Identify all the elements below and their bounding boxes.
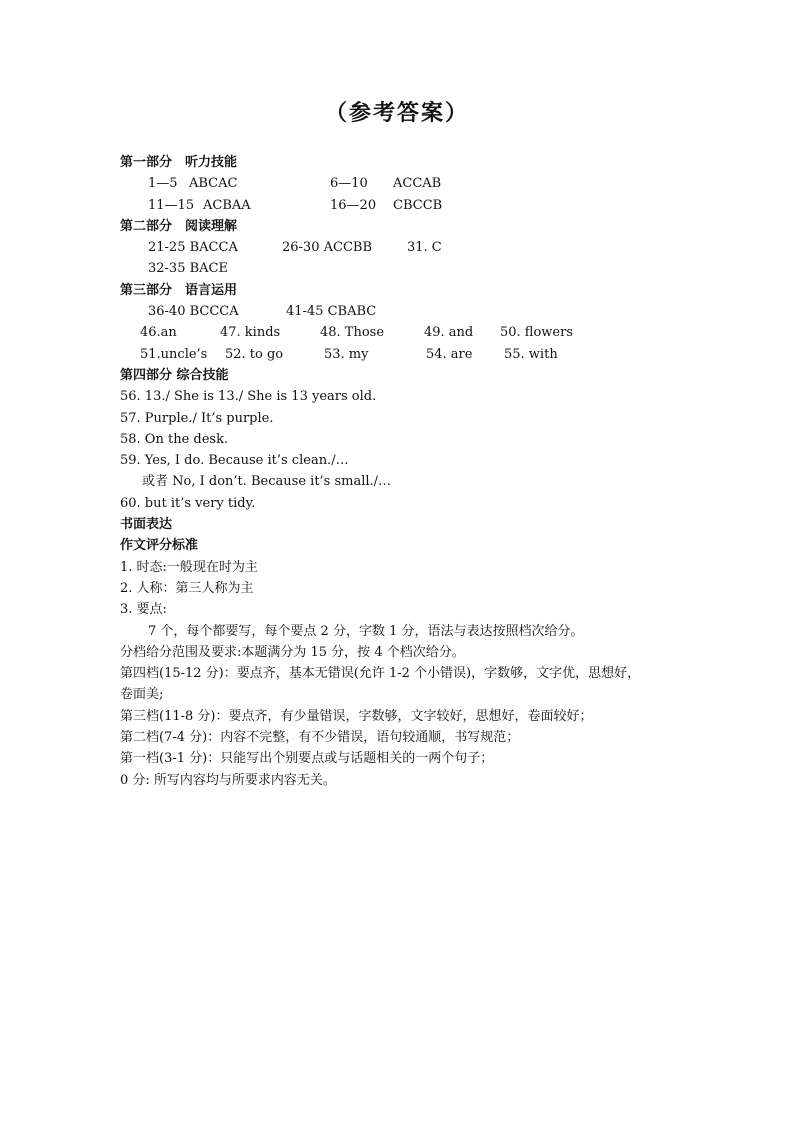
part4-line-56: 56. 13./ She is 13./ She is 13 years old. xyxy=(120,389,377,405)
part3-r3-a: 51.uncle’s xyxy=(140,346,208,362)
part4-line-59-alt: 或者 No, I don’t. Because it’s small./… xyxy=(142,474,392,490)
part2-r1-a: 21-25 BACCA xyxy=(148,240,238,256)
part3-r2-d: 49. and xyxy=(424,325,474,341)
part3-r3-c: 53. my xyxy=(324,346,369,362)
writing-scoring-intro: 分档给分范围及要求:本题满分为 15 分，按 4 个档次给分。 xyxy=(120,644,465,660)
part1-r2-range1: 11—15 xyxy=(148,197,195,213)
part3-r2-a: 46.an xyxy=(140,325,177,341)
part4-line-59: 59. Yes, I do. Because it’s clean./… xyxy=(120,453,349,469)
part4-line-58: 58. On the desk. xyxy=(120,431,229,447)
part2-r1-c: 31. C xyxy=(407,240,442,256)
part4-heading: 第四部分 综合技能 xyxy=(120,367,229,383)
part2-heading: 第二部分 阅读理解 xyxy=(120,218,238,234)
part1-r2-ans1: ACBAA xyxy=(203,197,251,213)
writing-grade-1: 第一档(3-1 分)：只能写出个别要点或与话题相关的一两个句子； xyxy=(120,751,494,767)
part1-r1-ans2: ACCAB xyxy=(393,176,442,192)
writing-heading: 书面表达 xyxy=(120,517,173,533)
part1-r1-range2: 6—10 xyxy=(330,176,368,192)
part2-row2 xyxy=(120,258,680,279)
writing-subheading: 作文评分标准 xyxy=(120,538,199,554)
part3-r2-b: 47. kinds xyxy=(220,325,281,341)
part3-row3 xyxy=(120,344,680,365)
writing-points-detail: 7 个，每个都要写，每个要点 2 分，字数 1 分，语法与表达按照档次给分。 xyxy=(148,623,584,639)
part3-r1-b: 41-45 CBABC xyxy=(286,304,377,320)
page-title: （参考答案） xyxy=(324,100,469,126)
part1-r2-range2: 16—20 xyxy=(330,197,377,213)
part3-heading: 第三部分 语言运用 xyxy=(120,282,238,298)
writing-item-3: 3. 要点: xyxy=(120,602,167,618)
part3-r3-d: 54. are xyxy=(426,346,473,362)
part4-line-60: 60. but it’s very tidy. xyxy=(120,495,256,511)
part1-r1-ans1: ABCAC xyxy=(189,176,238,192)
writing-grade-4: 第四档(15-12 分)：要点齐，基本无错误(允许 1-2 个小错误)，字数够，文字优，思想好， xyxy=(120,666,641,682)
part1-row1 xyxy=(120,173,680,194)
part3-r3-e: 55. with xyxy=(504,346,558,362)
part1-r2-ans2: CBCCB xyxy=(393,197,443,213)
part3-r1-a: 36-40 BCCCA xyxy=(148,304,239,320)
part4-line-57: 57. Purple./ It’s purple. xyxy=(120,410,274,426)
writing-grade-2: 第二档(7-4 分)：内容不完整，有不少错误，语句较通顺，书写规范； xyxy=(120,730,520,746)
part2-row1 xyxy=(120,237,680,258)
writing-grade-4-cont: 卷面美; xyxy=(120,687,164,703)
part3-row1 xyxy=(120,301,680,322)
part3-row2 xyxy=(120,322,680,343)
part1-r1-range1: 1—5 xyxy=(148,176,178,192)
writing-item-1: 1. 时态:一般现在时为主 xyxy=(120,559,258,575)
part3-r3-b: 52. to go xyxy=(225,346,284,362)
part3-r2-c: 48. Those xyxy=(320,325,385,341)
part2-r1-b: 26-30 ACCBB xyxy=(282,240,372,256)
part2-r2-a: 32-35 BACE xyxy=(148,261,228,277)
part1-heading: 第一部分 听力技能 xyxy=(120,155,238,170)
part3-r2-e: 50. flowers xyxy=(500,325,574,341)
writing-grade-3: 第三档(11-8 分)：要点齐，有少量错误，字数够，文字较好，思想好，卷面较好； xyxy=(120,708,593,724)
writing-grade-0: 0 分: 所写内容均与所要求内容无关。 xyxy=(120,772,336,788)
writing-item-2: 2. 人称：第三人称为主 xyxy=(120,580,254,596)
answer-key-body xyxy=(120,152,680,791)
part1-row2 xyxy=(120,195,680,216)
